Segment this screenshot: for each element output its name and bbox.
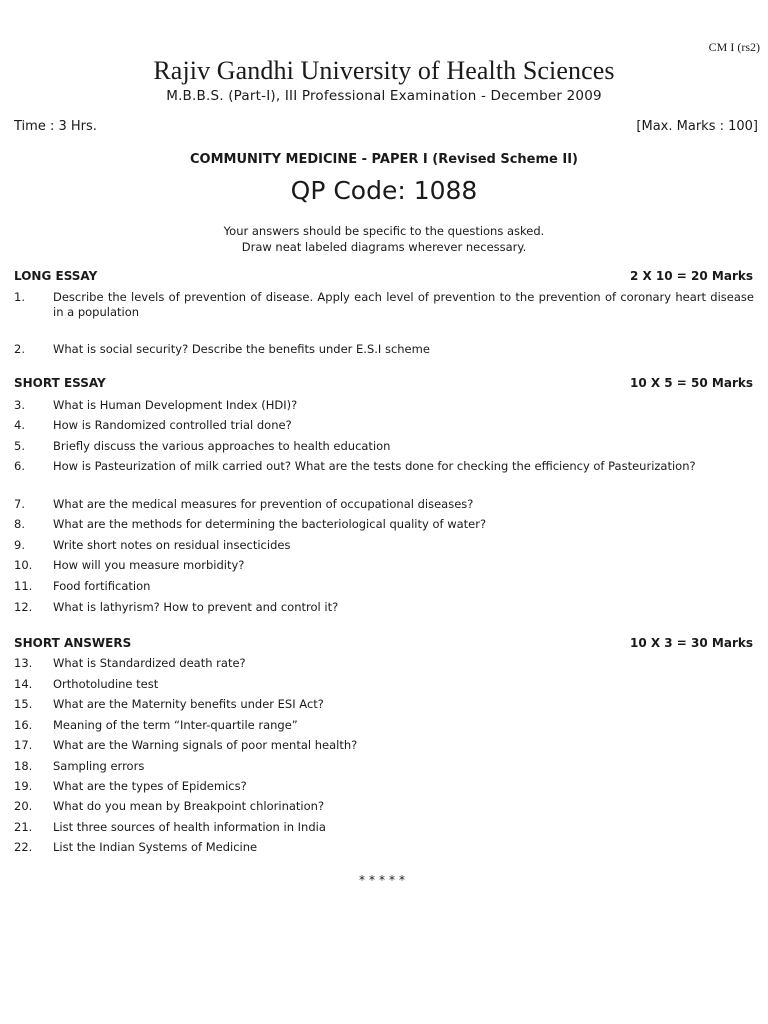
question-number: 5.	[14, 439, 25, 453]
question-text: What is Standardized death rate?	[53, 656, 246, 670]
question-number: 3.	[14, 398, 25, 412]
question-item	[14, 738, 754, 753]
question-item	[14, 558, 754, 573]
question-number: 9.	[14, 538, 25, 552]
section-marks: 10 X 3 = 30 Marks	[629, 636, 753, 650]
question-number: 4.	[14, 418, 25, 432]
question-number: 14.	[14, 677, 33, 691]
question-number: 22.	[14, 840, 33, 854]
question-number: 21.	[14, 820, 33, 834]
question-text: What is lathyrism? How to prevent and control it?	[53, 600, 339, 614]
question-text: How will you measure morbidity?	[53, 558, 245, 572]
question-text: What are the Warning signals of poor mental health?	[53, 738, 358, 752]
exam-title: M.B.B.S. (Part-I), III Professional Examination - December 2009	[166, 88, 602, 104]
question-text: Meaning of the term “Inter-quartile range”	[53, 718, 298, 732]
question-number: 16.	[14, 718, 33, 732]
question-item	[14, 517, 754, 532]
question-number: 7.	[14, 497, 25, 511]
question-number: 20.	[14, 799, 33, 813]
end-of-paper-stars: *****	[359, 873, 409, 887]
section-heading-short-essay	[14, 376, 753, 390]
question-item	[14, 439, 754, 454]
section-heading-short-answers	[14, 636, 753, 650]
university-title: Rajiv Gandhi University of Health Sciences	[153, 56, 615, 85]
question-number: 2.	[14, 342, 25, 356]
question-item	[14, 718, 754, 733]
question-number: 13.	[14, 656, 33, 670]
question-number: 1.	[14, 290, 25, 304]
section-marks: 2 X 10 = 20 Marks	[629, 269, 753, 283]
question-item	[14, 820, 754, 835]
question-text: What is social security? Describe the benefits under E.S.I scheme	[53, 342, 430, 356]
section-title: SHORT ANSWERS	[14, 636, 132, 650]
question-number: 10.	[14, 558, 33, 572]
question-item	[14, 697, 754, 712]
question-item	[14, 418, 754, 433]
question-text: Orthotoludine test	[53, 677, 159, 691]
section-title: LONG ESSAY	[14, 269, 98, 283]
question-text: What are the Maternity benefits under ESI Act?	[53, 697, 324, 711]
time-allowed: Time : 3 Hrs.	[14, 119, 97, 134]
question-number: 11.	[14, 579, 33, 593]
question-text: What do you mean by Breakpoint chlorination?	[53, 799, 325, 813]
question-text: What are the methods for determining the bacteriological quality of water?	[53, 517, 487, 531]
question-text: How is Pasteurization of milk carried out? What are the tests done for checking the efficiency of Pasteurization?	[53, 459, 696, 473]
instructions	[0, 223, 768, 255]
question-number: 19.	[14, 779, 33, 793]
question-number: 6.	[14, 459, 25, 473]
question-text: What are the types of Epidemics?	[53, 779, 247, 793]
question-number: 17.	[14, 738, 33, 752]
section-heading-long-essay	[14, 269, 753, 283]
question-item	[14, 656, 754, 671]
question-text: Sampling errors	[53, 759, 145, 773]
question-item	[14, 799, 754, 814]
question-item	[14, 398, 754, 413]
question-text: What is Human Development Index (HDI)?	[53, 398, 298, 412]
question-item	[14, 779, 754, 794]
question-item	[14, 677, 754, 692]
section-marks: 10 X 5 = 50 Marks	[629, 376, 753, 390]
question-number: 15.	[14, 697, 33, 711]
question-item	[14, 459, 754, 474]
question-text: Write short notes on residual insecticides	[53, 538, 291, 552]
question-item	[14, 759, 754, 774]
qp-code: QP Code: 1088	[290, 176, 478, 205]
question-text: Food fortification	[53, 579, 151, 593]
question-item	[14, 840, 754, 855]
instruction-line: Draw neat labeled diagrams wherever necessary.	[241, 240, 527, 254]
question-text: Briefly discuss the various approaches to health education	[53, 439, 391, 453]
question-item	[14, 342, 754, 357]
question-item	[14, 579, 754, 594]
question-number: 8.	[14, 517, 25, 531]
question-item	[14, 538, 754, 553]
question-text: How is Randomized controlled trial done?	[53, 418, 292, 432]
paper-code-reference: CM I (rs2)	[708, 40, 760, 54]
section-title: SHORT ESSAY	[14, 376, 106, 390]
question-text: What are the medical measures for prevention of occupational diseases?	[53, 497, 474, 511]
question-number: 18.	[14, 759, 33, 773]
question-item	[14, 600, 754, 615]
question-text: List three sources of health information in India	[53, 820, 326, 834]
subject-title: COMMUNITY MEDICINE - PAPER I (Revised Scheme II)	[189, 152, 578, 167]
question-text: Describe the levels of prevention of disease. Apply each level of prevention to the prevention of coronary heart disease in a population	[53, 290, 754, 319]
question-item	[14, 497, 754, 512]
question-item	[14, 290, 754, 320]
question-number: 12.	[14, 600, 33, 614]
instruction-line: Your answers should be specific to the questions asked.	[223, 224, 545, 238]
max-marks: [Max. Marks : 100]	[636, 119, 758, 134]
question-text: List the Indian Systems of Medicine	[53, 840, 258, 854]
